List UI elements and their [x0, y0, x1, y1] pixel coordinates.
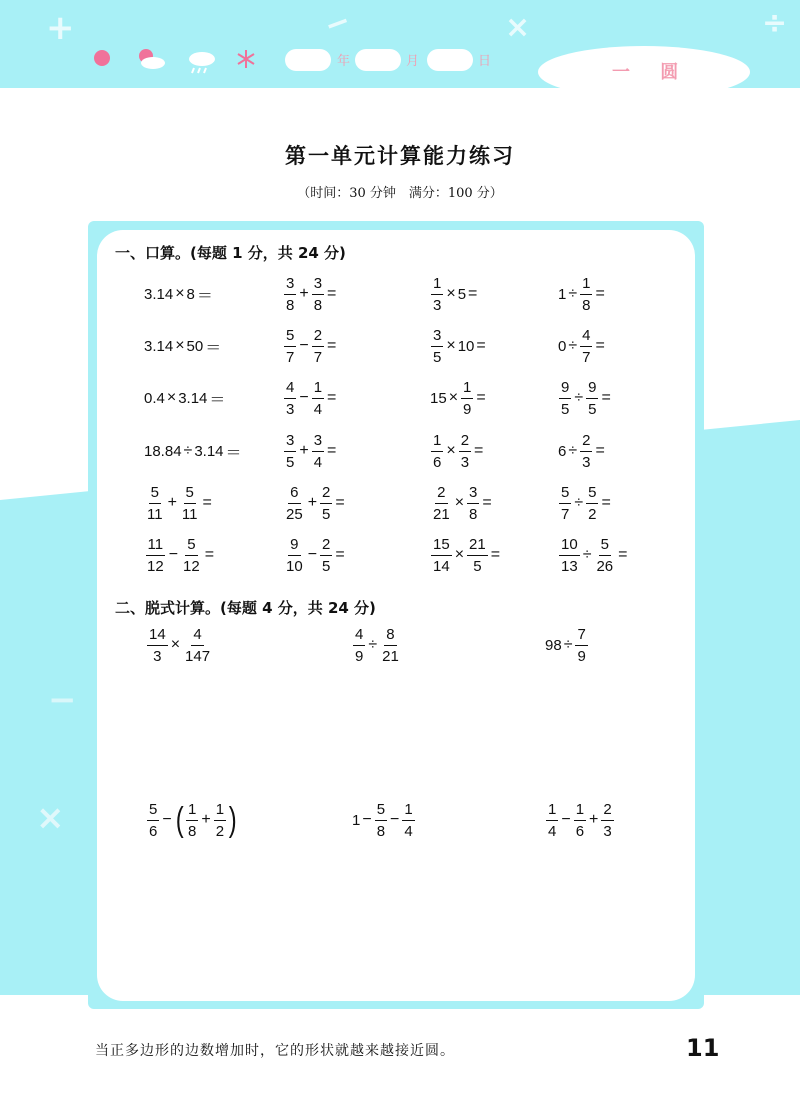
- denominator: 4: [404, 822, 413, 840]
- oral-problem: [283, 431, 338, 471]
- oral-problem: [430, 378, 488, 418]
- operator: ×: [175, 285, 185, 302]
- operator: ＝: [209, 391, 226, 409]
- operator: =: [482, 494, 492, 511]
- operator: =: [327, 285, 337, 302]
- oral-problem: [283, 483, 347, 523]
- oral-problem: [430, 274, 479, 314]
- oral-problem: [558, 483, 613, 523]
- number: 1: [352, 811, 361, 829]
- numerator: 3: [284, 433, 296, 452]
- numerator: 5: [599, 537, 611, 556]
- operator: −: [390, 811, 400, 828]
- oral-problem: [144, 378, 227, 418]
- operator: ×: [446, 337, 456, 354]
- number: 10: [457, 337, 475, 355]
- denominator: 6: [575, 822, 585, 840]
- operator: =: [595, 285, 605, 302]
- fraction: [586, 485, 598, 522]
- denominator: 8: [188, 822, 197, 840]
- operator: ÷: [568, 442, 578, 459]
- fraction: [284, 380, 296, 417]
- oral-problem: [558, 535, 630, 575]
- year-label: 年: [337, 54, 351, 69]
- step-problem: [146, 625, 213, 665]
- number: 3.14: [144, 337, 174, 355]
- operator: ×: [446, 442, 456, 459]
- numerator: 2: [320, 485, 332, 504]
- oral-problem: [144, 483, 214, 523]
- number: 5: [457, 285, 467, 303]
- oral-problem: [558, 378, 613, 418]
- operator: =: [204, 546, 215, 563]
- numerator: 4: [353, 627, 365, 646]
- denominator: 13: [561, 557, 578, 575]
- fraction: [312, 433, 324, 470]
- operator: ×: [454, 546, 465, 563]
- denominator: 5: [433, 348, 442, 366]
- day-label: 日: [478, 54, 492, 69]
- operator: ÷: [568, 285, 578, 302]
- numerator: 2: [459, 433, 471, 452]
- fraction: [467, 537, 488, 574]
- operator: −: [307, 546, 318, 563]
- numerator: 3: [467, 485, 479, 504]
- number: 98: [545, 636, 562, 654]
- denominator: 3: [582, 453, 591, 471]
- fraction: [402, 802, 414, 839]
- denominator: 8: [313, 296, 323, 314]
- numerator: 1: [312, 380, 324, 399]
- fraction: [186, 802, 198, 839]
- oral-problem: [283, 535, 347, 575]
- number: 1: [558, 285, 567, 303]
- denominator: 5: [286, 453, 295, 471]
- denominator: 10: [286, 557, 303, 575]
- fraction: [320, 485, 332, 522]
- operator: −: [299, 389, 309, 406]
- number: 3.14: [194, 442, 224, 460]
- operator: ×: [175, 337, 185, 354]
- number: 50: [186, 337, 204, 355]
- operator: ÷: [368, 636, 378, 653]
- fraction: [546, 802, 558, 839]
- numerator: 3: [312, 433, 324, 452]
- oral-problem: [283, 326, 338, 366]
- denominator: 8: [376, 822, 386, 840]
- number: 6: [558, 442, 567, 460]
- plus-decoration: +: [46, 8, 75, 48]
- numerator: 5: [284, 328, 296, 347]
- parenthesis: ): [228, 801, 237, 839]
- denominator: 7: [561, 505, 570, 523]
- fraction: [431, 537, 452, 574]
- oral-problem: [558, 326, 607, 366]
- fraction: [353, 627, 365, 664]
- operator: =: [595, 337, 605, 354]
- operator: =: [476, 389, 486, 406]
- sun-icon: [92, 48, 112, 68]
- divide-decoration: ÷: [762, 6, 788, 41]
- numerator: 5: [147, 802, 159, 821]
- fraction: [312, 380, 324, 417]
- operator: ÷: [568, 337, 578, 354]
- denominator: 9: [355, 647, 364, 665]
- denominator: 8: [582, 296, 591, 314]
- numerator: 2: [601, 802, 613, 821]
- fraction: [575, 627, 587, 664]
- denominator: 2: [588, 505, 597, 523]
- number: 3.14: [144, 285, 174, 303]
- oral-problem: [558, 274, 607, 314]
- numerator: 2: [435, 485, 447, 504]
- fraction: [214, 802, 226, 839]
- fraction: [461, 380, 473, 417]
- operator: ×: [448, 389, 459, 406]
- oral-problem: [144, 326, 223, 366]
- numerator: 3: [431, 328, 443, 347]
- operator: =: [327, 389, 337, 406]
- operator: +: [589, 811, 599, 828]
- minus-decoration: −: [319, 2, 356, 45]
- numerator: 1: [580, 276, 592, 295]
- numerator: 9: [559, 380, 571, 399]
- denominator: 3: [286, 400, 295, 418]
- oral-problem: [144, 431, 244, 471]
- operator: ÷: [574, 494, 584, 511]
- operator: ＝: [205, 339, 222, 357]
- denominator: 21: [433, 505, 450, 523]
- numerator: 5: [586, 485, 598, 504]
- denominator: 9: [463, 400, 472, 418]
- fraction: [431, 485, 452, 522]
- operator: +: [167, 494, 177, 511]
- operator: =: [335, 494, 345, 511]
- year-box[interactable]: [285, 49, 331, 71]
- operator: =: [490, 546, 501, 563]
- number: 18.84: [144, 442, 182, 460]
- section1-title: 一、口算。(每题 1 分，共 24 分): [115, 244, 346, 262]
- cloud-rain-icon: [186, 48, 218, 76]
- operator: =: [601, 389, 611, 406]
- operator: =: [601, 494, 611, 511]
- denominator: 3: [460, 453, 470, 471]
- operator: −: [561, 811, 571, 828]
- denominator: 3: [603, 822, 612, 840]
- page-number: 11: [686, 1034, 720, 1062]
- denominator: 2: [215, 822, 225, 840]
- numerator: 9: [288, 537, 300, 556]
- step-problem: [545, 625, 589, 665]
- fraction: [467, 485, 479, 522]
- oral-problem: [430, 483, 494, 523]
- operator: +: [201, 811, 211, 828]
- numerator: 11: [146, 537, 166, 556]
- fraction: [586, 380, 598, 417]
- fraction: [284, 276, 296, 313]
- denominator: 147: [185, 647, 211, 665]
- numerator: 1: [431, 276, 443, 295]
- times-decoration: ×: [505, 10, 531, 45]
- day-box[interactable]: [427, 49, 473, 71]
- operator: ＝: [196, 287, 213, 305]
- number: 0: [558, 337, 567, 355]
- denominator: 7: [582, 348, 591, 366]
- sun-cloud-icon: [134, 46, 168, 72]
- numerator: 14: [147, 627, 168, 646]
- fraction: [594, 537, 615, 574]
- denominator: 3: [433, 296, 442, 314]
- fraction: [320, 537, 332, 574]
- operator: ÷: [582, 546, 592, 563]
- section2-title: 二、脱式计算。(每题 4 分，共 24 分): [115, 599, 376, 617]
- numerator: 9: [586, 380, 598, 399]
- oral-problem: [283, 378, 338, 418]
- denominator: 5: [473, 557, 482, 575]
- denominator: 14: [433, 557, 450, 575]
- denominator: 5: [588, 400, 597, 418]
- denominator: 12: [147, 557, 164, 575]
- operator: ×: [454, 494, 465, 511]
- step-problem: [352, 800, 416, 840]
- parenthesis: (: [175, 801, 184, 839]
- denominator: 11: [181, 505, 198, 523]
- operator: =: [327, 442, 337, 459]
- fraction: [601, 802, 613, 839]
- operator: −: [168, 546, 179, 563]
- operator: +: [299, 285, 309, 302]
- numerator: 1: [546, 802, 558, 821]
- denominator: 8: [469, 505, 478, 523]
- fraction: [559, 537, 580, 574]
- numerator: 4: [580, 328, 592, 347]
- operator: ×: [446, 285, 456, 302]
- operator: ÷: [563, 636, 573, 653]
- fraction: [559, 380, 571, 417]
- numerator: 4: [284, 380, 296, 399]
- minus-decoration-left: −: [48, 680, 77, 720]
- number: 8: [186, 285, 195, 303]
- numerator: 1: [431, 433, 443, 452]
- numerator: 1: [402, 802, 414, 821]
- fraction: [312, 276, 324, 313]
- number: 0.4: [144, 389, 165, 407]
- numerator: 5: [184, 485, 196, 504]
- operator: =: [335, 546, 345, 563]
- denominator: 3: [153, 647, 162, 665]
- operator: =: [595, 442, 605, 459]
- numerator: 1: [461, 380, 473, 399]
- denominator: 26: [596, 557, 614, 575]
- operator: =: [468, 285, 478, 302]
- numerator: 1: [214, 802, 226, 821]
- oral-problem: [430, 535, 502, 575]
- oral-problem: [144, 535, 216, 575]
- operator: ×: [166, 389, 177, 406]
- operator: =: [476, 337, 486, 354]
- numerator: 2: [580, 433, 592, 452]
- fraction: [284, 485, 305, 522]
- operator: ＝: [225, 444, 242, 462]
- numerator: 21: [467, 537, 488, 556]
- numerator: 1: [186, 802, 198, 821]
- denominator: 8: [286, 296, 295, 314]
- operator: ×: [170, 636, 181, 653]
- oral-problem: [144, 274, 215, 314]
- operator: −: [362, 811, 372, 828]
- fraction: [375, 802, 387, 839]
- oral-problem: [558, 431, 607, 471]
- fraction: [145, 485, 165, 522]
- operator: +: [307, 494, 318, 511]
- fraction: [145, 537, 166, 574]
- denominator: 9: [577, 647, 586, 665]
- numerator: 5: [559, 485, 571, 504]
- denominator: 12: [183, 557, 200, 575]
- fraction: [284, 433, 296, 470]
- numerator: 1: [574, 802, 586, 821]
- numerator: 7: [575, 627, 587, 646]
- oral-problem: [430, 326, 488, 366]
- numerator: 8: [384, 627, 396, 646]
- oral-problem: [430, 431, 485, 471]
- denominator: 4: [548, 822, 557, 840]
- operator: =: [202, 494, 212, 511]
- page-title: 第一单元计算能力练习: [285, 144, 515, 168]
- fraction: [312, 328, 324, 365]
- denominator: 5: [561, 400, 570, 418]
- fraction: [181, 537, 202, 574]
- operator: =: [327, 337, 337, 354]
- operator: =: [474, 442, 484, 459]
- denominator: 7: [286, 348, 295, 366]
- fraction: [380, 627, 401, 664]
- numerator: 5: [375, 802, 387, 821]
- step-problem: [146, 800, 238, 840]
- step-problem: [545, 800, 615, 840]
- operator: =: [618, 546, 628, 563]
- fraction: [147, 802, 159, 839]
- fraction: [183, 627, 212, 664]
- number: 15: [430, 389, 447, 407]
- fraction: [580, 276, 592, 313]
- denominator: 5: [322, 505, 331, 523]
- denominator: 7: [313, 348, 323, 366]
- fraction: [574, 802, 586, 839]
- fraction: [431, 433, 443, 470]
- fraction: [431, 276, 443, 313]
- numerator: 5: [185, 537, 197, 556]
- operator: −: [162, 811, 172, 828]
- fraction: [147, 627, 168, 664]
- times-decoration-left: ×: [36, 798, 65, 838]
- grade-label: 一 圆: [612, 62, 691, 83]
- fraction: [580, 328, 592, 365]
- numerator: 2: [312, 328, 324, 347]
- fraction: [559, 485, 571, 522]
- numerator: 4: [191, 627, 203, 646]
- fraction: [180, 485, 200, 522]
- step-problem: [352, 625, 402, 665]
- operator: +: [299, 442, 309, 459]
- numerator: 6: [288, 485, 300, 504]
- number: 3.14: [178, 389, 208, 407]
- month-box[interactable]: [355, 49, 401, 71]
- numerator: 2: [320, 537, 332, 556]
- numerator: 15: [431, 537, 452, 556]
- numerator: 10: [559, 537, 580, 556]
- fraction: [459, 433, 471, 470]
- denominator: 11: [147, 505, 163, 523]
- fraction: [431, 328, 443, 365]
- footer-tip: 当正多边形的边数增加时，它的形状就越来越接近圆。: [95, 1043, 455, 1059]
- page-subtitle: （时间：30 分钟 满分：100 分）: [297, 186, 503, 201]
- numerator: 3: [284, 276, 296, 295]
- snowflake-icon: [236, 49, 256, 69]
- operator: ÷: [574, 389, 584, 406]
- denominator: 6: [433, 453, 442, 471]
- oral-problem: [283, 274, 338, 314]
- month-label: 月: [406, 54, 420, 69]
- fraction: [580, 433, 592, 470]
- denominator: 5: [322, 557, 331, 575]
- operator: −: [299, 337, 309, 354]
- operator: ÷: [183, 442, 193, 459]
- denominator: 4: [313, 453, 323, 471]
- fraction: [284, 537, 305, 574]
- numerator: 3: [312, 276, 324, 295]
- denominator: 25: [286, 505, 303, 523]
- denominator: 4: [313, 400, 323, 418]
- numerator: 5: [149, 485, 161, 504]
- denominator: 21: [382, 647, 399, 665]
- denominator: 6: [149, 822, 158, 840]
- fraction: [284, 328, 296, 365]
